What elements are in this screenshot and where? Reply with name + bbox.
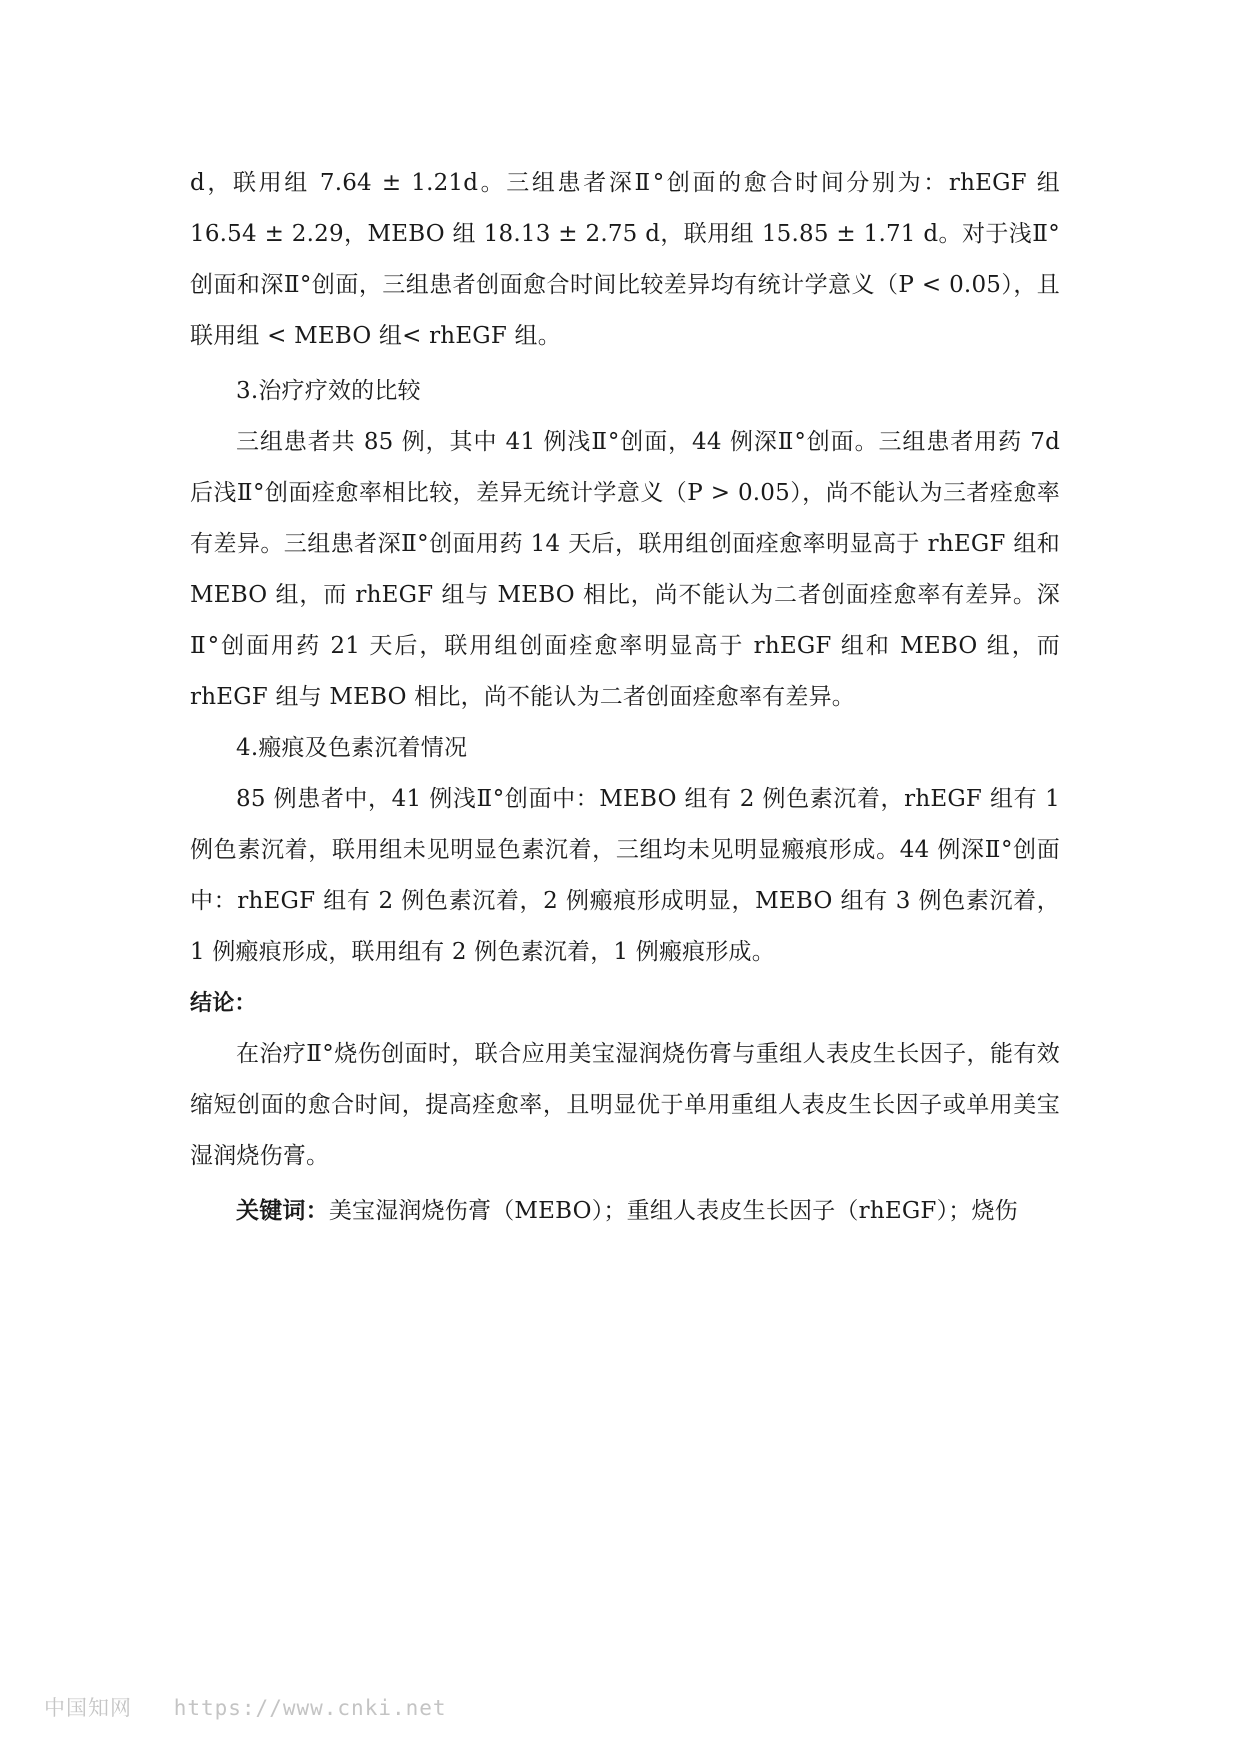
- section-heading-scar: 4.瘢痕及色素沉着情况: [236, 735, 468, 761]
- footer-url: https://www.cnki.net: [173, 1696, 447, 1720]
- keywords-label: 关键词：: [236, 1198, 329, 1224]
- paragraph-conclusion: 在治疗Ⅱ°烧伤创面时，联合应用美宝湿润烧伤膏与重组人表皮生长因子，能有效缩短创面的愈合时间，提高痊愈率，且明显优于单用重组人表皮生长因子或单用美宝湿润烧伤膏。: [190, 1041, 1060, 1169]
- page-content: [190, 158, 1060, 1237]
- keywords-line: [190, 1186, 1060, 1237]
- paragraph-scar: 85 例患者中，41 例浅Ⅱ°创面中：MEBO 组有 2 例色素沉着，rhEGF 组有 1 例色素沉着，联用组未见明显色素沉着，三组均未见明显瘢痕形成。44 例深Ⅱ°创面中：rhEGF 组有 2 例色素沉着，2 例瘢痕形成明显，MEBO 组有 3 例色素沉着，1 例瘢痕形成，联用组有 2 例色素沉着，1 例瘢痕形成。: [190, 786, 1060, 965]
- paragraph-efficacy: 三组患者共 85 例，其中 41 例浅Ⅱ°创面，44 例深Ⅱ°创面。三组患者用药 7d 后浅Ⅱ°创面痊愈率相比较，差异无统计学意义（P > 0.05），尚不能认为三者痊愈率有差异。三组患者深Ⅱ°创面用药 14 天后，联用组创面痊愈率明显高于 rhEGF 组和 MEBO 组，而 rhEGF 组与 MEBO 相比，尚不能认为二者创面痊愈率有差异。深Ⅱ°创面用药 21 天后，联用组创面痊愈率明显高于 rhEGF 组和 MEBO 组，而 rhEGF 组与 MEBO 相比，尚不能认为二者创面痊愈率有差异。: [190, 429, 1060, 710]
- paragraph-healing-time: d，联用组 7.64 ± 1.21d。三组患者深Ⅱ°创面的愈合时间分别为：rhEGF 组 16.54 ± 2.29，MEBO 组 18.13 ± 2.75 d，联用组 15.85 ± 1.71 d。对于浅Ⅱ°创面和深Ⅱ°创面，三组患者创面愈合时间比较差异均有统计学意义（P < 0.05），且联用组 < MEBO 组< rhEGF 组。: [190, 170, 1060, 349]
- footer-brand: 中国知网: [44, 1696, 132, 1720]
- watermark-footer: [44, 1692, 447, 1722]
- conclusion-heading: 结论：: [190, 991, 257, 1016]
- section-heading-efficacy: 3.治疗疗效的比较: [236, 378, 421, 404]
- keywords-text: 美宝湿润烧伤膏（MEBO）；重组人表皮生长因子（rhEGF）；烧伤: [328, 1198, 1018, 1224]
